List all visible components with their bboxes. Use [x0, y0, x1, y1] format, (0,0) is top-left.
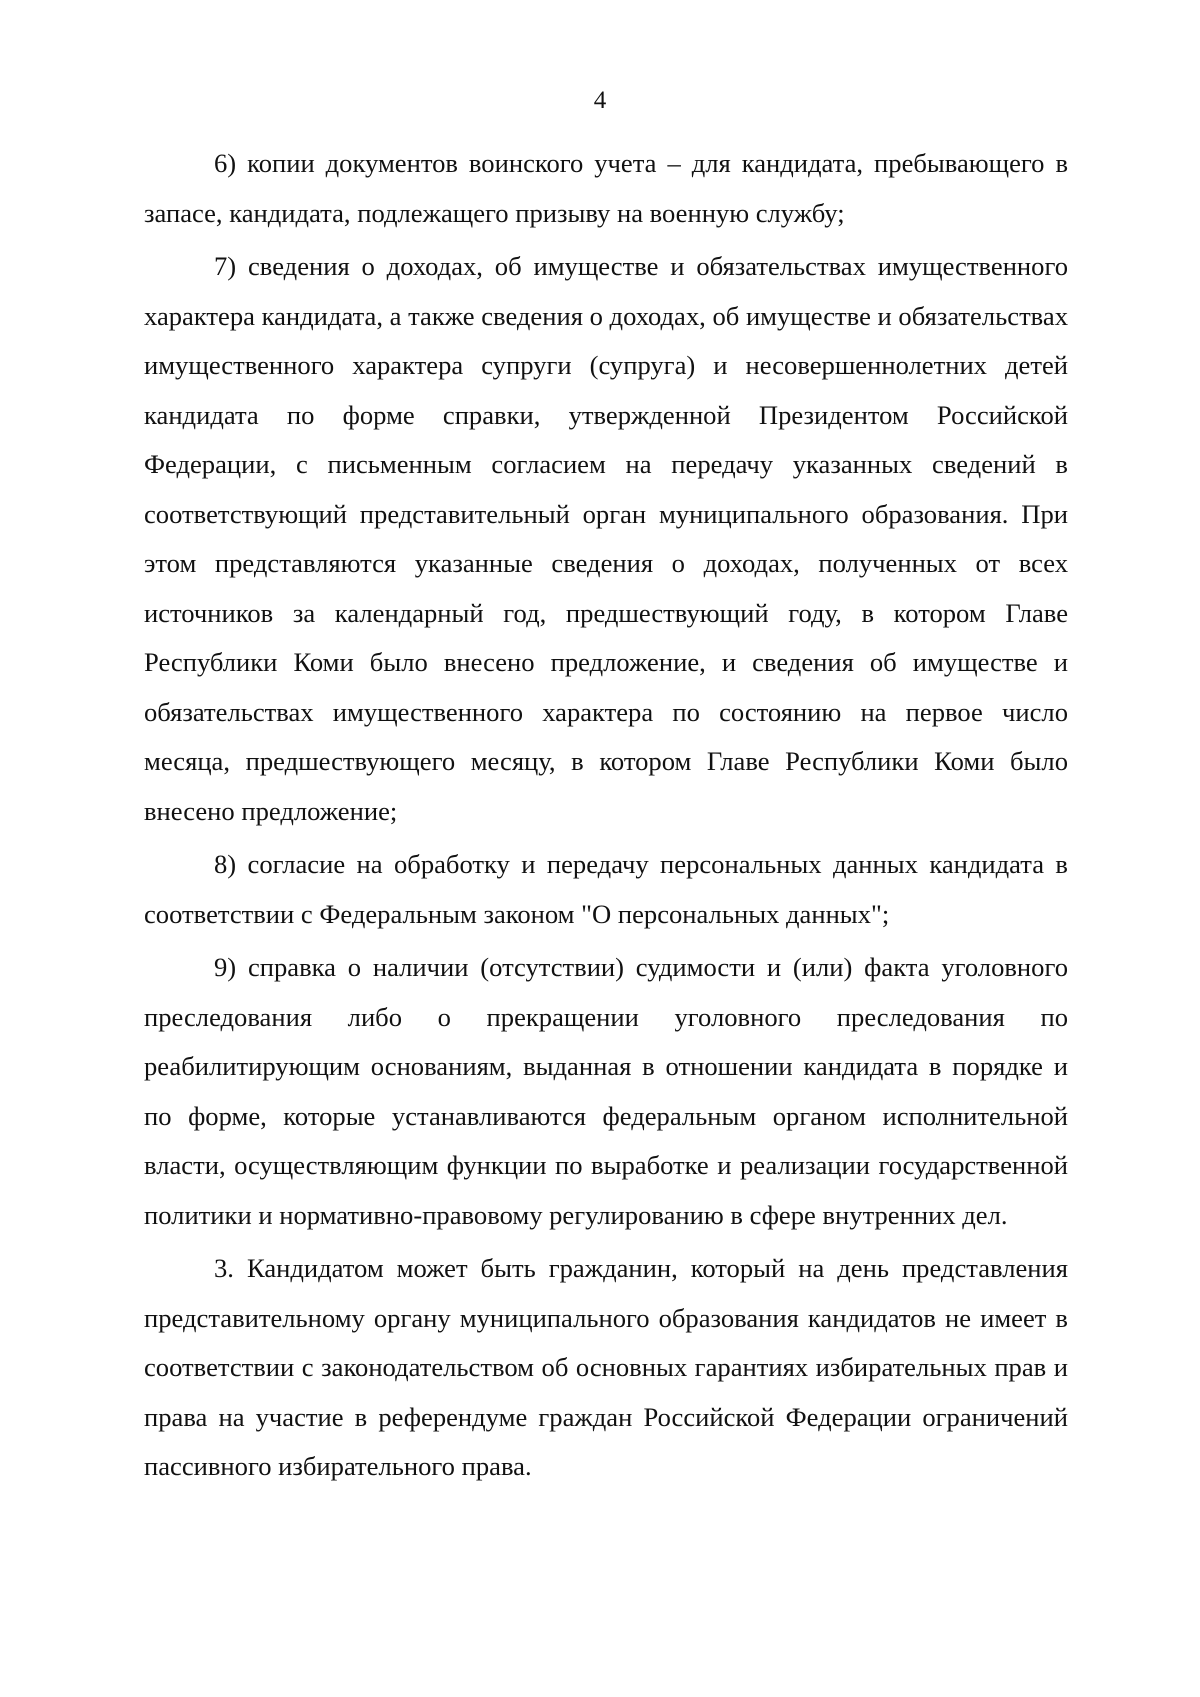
document-body	[144, 139, 1068, 1492]
page-number: 4	[593, 87, 607, 114]
paragraph-item-6: 6) копии документов воинского учета – для кандидата, пребывающего в запасе, кандидата, подлежащего призыву на военную службу;	[144, 148, 1068, 228]
paragraph-section-3: 3. Кандидатом может быть гражданин, который на день представления представительному органу муниципального образования кандидатов не имеет в соответствии с законодательством об основных гарантиях избирательных прав и права на участие в референдуме граждан Российской Федерации ограничений пассивного избирательного права.	[144, 1253, 1068, 1481]
paragraph-item-7: 7) сведения о доходах, об имуществе и обязательствах имущественного характера кандидата, а также сведения о доходах, об имуществе и обязательствах имущественного характера супруги (супруга) и несовершеннолетних детей кандидата по форме справки, утвержденной Президентом Российской Федерации, с письменным согласием на передачу указанных сведений в соответствующий представительный орган муниципального образования. При этом представляются указанные сведения о доходах, полученных от всех источников за календарный год, предшествующий году, в котором Главе Республики Коми было внесено предложение, и сведения об имуществе и обязательствах имущественного характера по состоянию на первое число месяца, предшествующего месяцу, в котором Главе Республики Коми было внесено предложение;	[144, 251, 1068, 826]
paragraph-item-8: 8) согласие на обработку и передачу персональных данных кандидата в соответствии с Федеральным законом "О персональных данных";	[144, 849, 1068, 929]
paragraph-item-9: 9) справка о наличии (отсутствии) судимости и (или) факта уголовного преследования либо о прекращении уголовного преследования по реабилитирующим основаниям, выданная в отношении кандидата в порядке и по форме, которые устанавливаются федеральным органом исполнительной власти, осуществляющим функции по выработке и реализации государственной политики и нормативно-правовому регулированию в сфере внутренних дел.	[144, 952, 1068, 1230]
